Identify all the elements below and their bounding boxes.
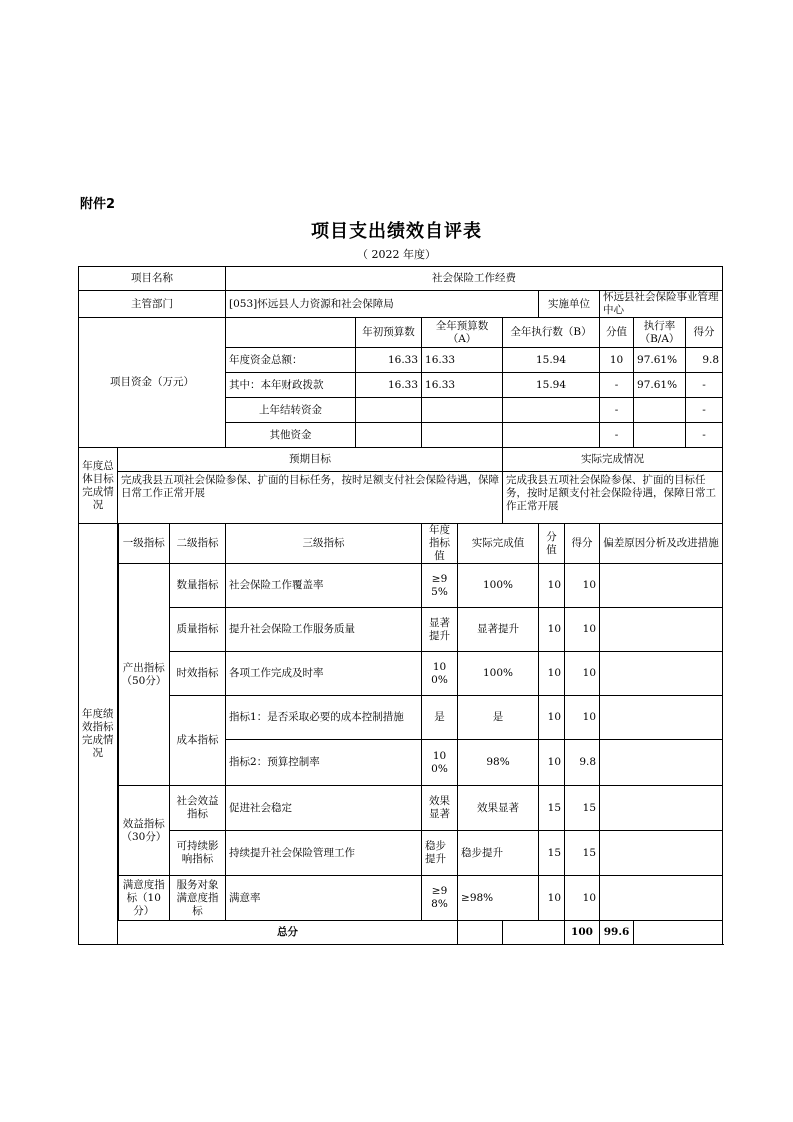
funds-budget xyxy=(422,398,503,423)
indicator-score: 10 xyxy=(539,608,565,652)
funds-got: - xyxy=(686,398,723,423)
unit-label: 实施单位 xyxy=(539,291,600,318)
indicator-got: 10 xyxy=(565,696,600,740)
funds-rate: 97.61% xyxy=(634,348,686,373)
funds-score: - xyxy=(600,398,634,423)
level1-output: 产出指标（50分） xyxy=(118,564,170,786)
indicator-l2: 社会效益指标 xyxy=(170,786,226,831)
indicator-note xyxy=(600,652,723,696)
indicator-l3: 指标2：预算控制率 xyxy=(226,740,422,786)
indicator-got: 9.8 xyxy=(565,740,600,786)
indicator-target: 显著提升 xyxy=(422,608,458,652)
expected-goal-text: 完成我县五项社会保险参保、扩面的目标任务，按时足额支付社会保险待遇，保障日常工作正常开展 xyxy=(118,472,503,524)
indicator-actual: 98% xyxy=(458,740,539,786)
indicator-actual: 稳步提升 xyxy=(458,831,539,876)
funds-exec xyxy=(503,398,600,423)
indicator-actual: 是 xyxy=(458,696,539,740)
funds-rate: 97.61% xyxy=(634,373,686,398)
funds-col-exec: 全年执行数（B） xyxy=(503,318,600,348)
indicator-score: 10 xyxy=(539,652,565,696)
indicator-score: 15 xyxy=(539,786,565,831)
funds-col-budget: 全年预算数（A） xyxy=(422,318,503,348)
level1-benefit: 效益指标（30分） xyxy=(118,786,170,876)
funds-got: - xyxy=(686,373,723,398)
indicator-l2: 数量指标 xyxy=(170,564,226,608)
indicator-score: 10 xyxy=(539,740,565,786)
indicator-l2: 服务对象满意度指标 xyxy=(170,876,226,921)
funds-row-label: 年度资金总额： xyxy=(226,348,356,373)
funds-init xyxy=(356,398,422,423)
indicator-score: 10 xyxy=(539,564,565,608)
funds-score: - xyxy=(600,423,634,448)
indicator-target: 效果显著 xyxy=(422,786,458,831)
funds-init xyxy=(356,423,422,448)
funds-budget: 16.33 xyxy=(422,373,503,398)
level1-satisfaction: 满意度指标（10分） xyxy=(118,876,170,921)
funds-col-init: 年初预算数 xyxy=(356,318,422,348)
funds-col-got: 得分 xyxy=(686,318,723,348)
indicator-score: 10 xyxy=(539,876,565,921)
indicator-l3: 持续提升社会保险管理工作 xyxy=(226,831,422,876)
funds-row-label: 上年结转资金 xyxy=(226,398,356,423)
funds-label: 项目资金（万元） xyxy=(79,318,226,448)
funds-budget: 16.33 xyxy=(422,348,503,373)
funds-col-score: 分值 xyxy=(600,318,634,348)
indicator-l2: 可持续影响指标 xyxy=(170,831,226,876)
indicator-note xyxy=(600,786,723,831)
actual-goal-label: 实际完成情况 xyxy=(503,448,723,472)
indicator-target: 100% xyxy=(422,652,458,696)
project-name: 社会保险工作经费 xyxy=(226,267,723,291)
indicator-l3: 提升社会保险工作服务质量 xyxy=(226,608,422,652)
indicator-header-l1: 一级指标 xyxy=(118,524,170,564)
goals-label: 年度总体目标完成情况 xyxy=(79,448,118,524)
indicator-l2: 质量指标 xyxy=(170,608,226,652)
evaluation-table xyxy=(78,266,723,945)
funds-got: 9.8 xyxy=(686,348,723,373)
indicator-target: 100% xyxy=(422,740,458,786)
total-blank-note xyxy=(634,921,723,945)
funds-exec: 15.94 xyxy=(503,348,600,373)
indicator-got: 15 xyxy=(565,831,600,876)
indicator-header-got: 得分 xyxy=(565,524,600,564)
evaluation-form xyxy=(78,266,722,938)
funds-got: - xyxy=(686,423,723,448)
indicator-note xyxy=(600,608,723,652)
funds-init: 16.33 xyxy=(356,373,422,398)
funds-rate xyxy=(634,398,686,423)
actual-goal-text: 完成我县五项社会保险参保、扩面的目标任务，按时足额支付社会保险待遇，保障日常工作正常开展 xyxy=(503,472,723,524)
indicator-note xyxy=(600,740,723,786)
indicator-l3: 促进社会稳定 xyxy=(226,786,422,831)
indicator-note xyxy=(600,564,723,608)
indicator-l3: 社会保险工作覆盖率 xyxy=(226,564,422,608)
indicator-l3: 各项工作完成及时率 xyxy=(226,652,422,696)
indicator-target: ≥98% xyxy=(422,876,458,921)
dept-label: 主管部门 xyxy=(79,291,226,318)
total-blank-actual xyxy=(503,921,565,945)
indicator-actual: 效果显著 xyxy=(458,786,539,831)
total-score: 100 xyxy=(565,921,600,945)
indicator-l3: 满意率 xyxy=(226,876,422,921)
unit-value: 怀远县社会保险事业管理中心 xyxy=(600,291,723,318)
indicator-header-score: 分值 xyxy=(539,524,565,564)
indicator-note xyxy=(600,696,723,740)
indicator-score: 15 xyxy=(539,831,565,876)
funds-score: - xyxy=(600,373,634,398)
indicator-got: 10 xyxy=(565,564,600,608)
funds-exec: 15.94 xyxy=(503,373,600,398)
funds-col-rate: 执行率（B/A） xyxy=(634,318,686,348)
indicator-note xyxy=(600,876,723,921)
indicator-header-l3: 三级指标 xyxy=(226,524,422,564)
indicator-actual: 显著提升 xyxy=(458,608,539,652)
funds-row-label: 其他资金 xyxy=(226,423,356,448)
funds-rate xyxy=(634,423,686,448)
indicator-header-l2: 二级指标 xyxy=(170,524,226,564)
indicator-got: 10 xyxy=(565,608,600,652)
form-year: （ 2022 年度） xyxy=(357,248,436,261)
indicator-l2: 时效指标 xyxy=(170,652,226,696)
indicator-header-actual: 实际完成值 xyxy=(458,524,539,564)
attachment-label: 附件2 xyxy=(80,197,116,212)
indicator-actual: 100% xyxy=(458,652,539,696)
indicator-score: 10 xyxy=(539,696,565,740)
indicator-target: 稳步提升 xyxy=(422,831,458,876)
funds-init: 16.33 xyxy=(356,348,422,373)
indicator-note xyxy=(600,831,723,876)
total-label: 总分 xyxy=(118,921,458,945)
funds-exec xyxy=(503,423,600,448)
expected-goal-label: 预期目标 xyxy=(118,448,503,472)
total-got: 99.6 xyxy=(600,921,634,945)
indicator-target: 是 xyxy=(422,696,458,740)
indicator-header-note: 偏差原因分析及改进措施 xyxy=(600,524,723,564)
indicator-got: 15 xyxy=(565,786,600,831)
project-name-label: 项目名称 xyxy=(79,267,226,291)
indicator-actual: 100% xyxy=(458,564,539,608)
funds-budget xyxy=(422,423,503,448)
total-blank-target xyxy=(458,921,503,945)
form-title: 项目支出绩效自评表 xyxy=(311,221,482,242)
funds-score: 10 xyxy=(600,348,634,373)
indicator-header-target: 年度指标值 xyxy=(422,524,458,564)
funds-header-blank xyxy=(226,318,356,348)
indicator-got: 10 xyxy=(565,876,600,921)
indicator-target: ≥95% xyxy=(422,564,458,608)
indicators-label: 年度绩效指标完成情况 xyxy=(79,524,118,945)
indicator-actual: ≥98% xyxy=(458,876,539,921)
indicator-l3: 指标1：是否采取必要的成本控制措施 xyxy=(226,696,422,740)
indicator-l2: 成本指标 xyxy=(170,696,226,786)
dept-value: [053]怀远县人力资源和社会保障局 xyxy=(226,291,539,318)
indicator-got: 10 xyxy=(565,652,600,696)
funds-row-label: 其中：本年财政拨款 xyxy=(226,373,356,398)
